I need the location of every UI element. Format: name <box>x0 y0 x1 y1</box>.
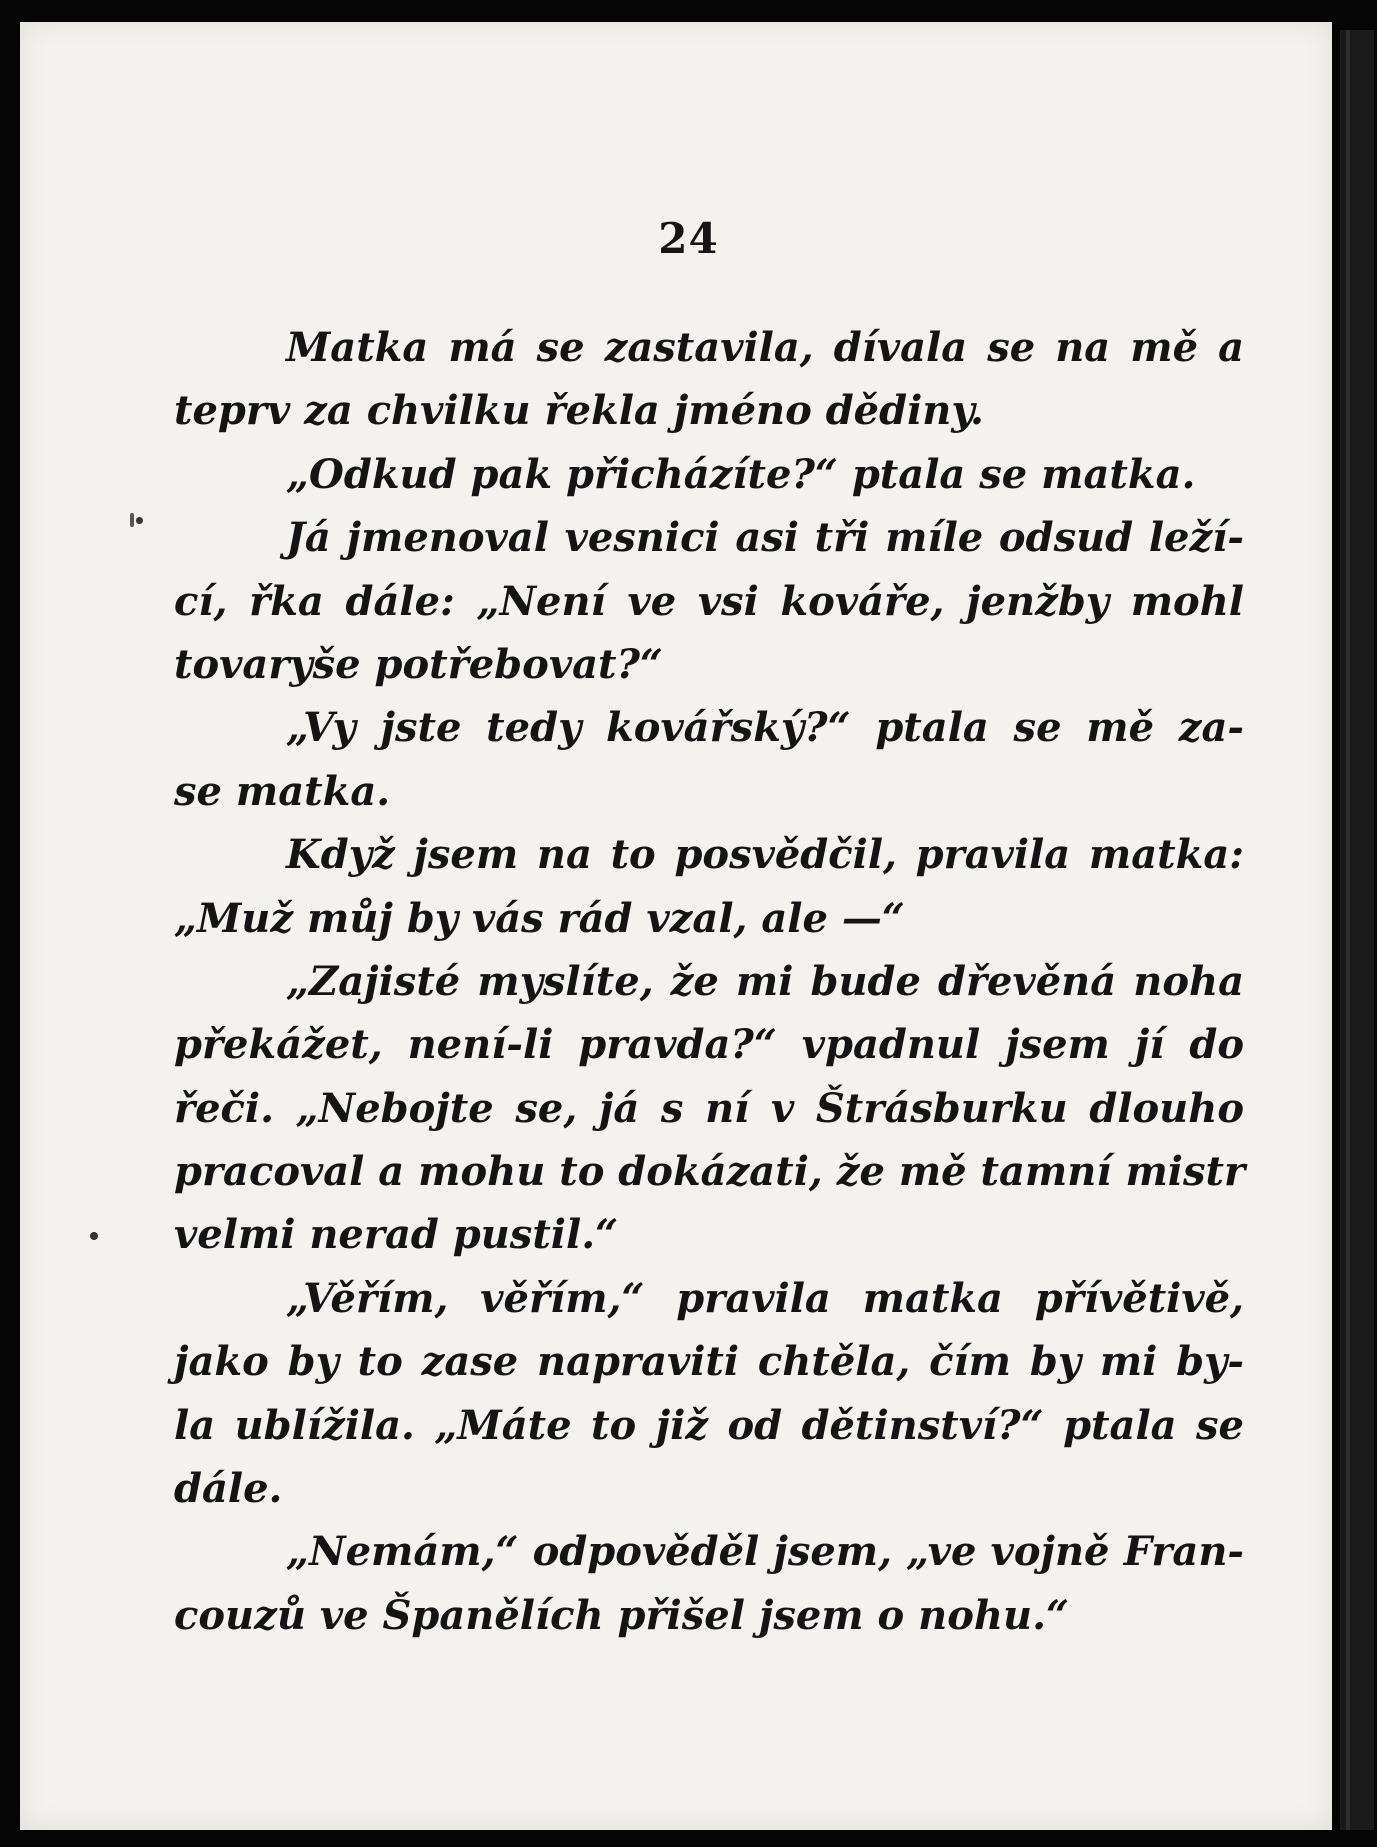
text-line: Já jmenoval vesnici asi tři míle odsud leží- <box>286 514 1244 562</box>
text-line: překážet, není-li pravda?“ vpadnul jsem jí do <box>174 1021 1244 1069</box>
text-line: „Věřím, věřím,“ pravila matka přívětivě, <box>286 1274 1244 1322</box>
text-line: pracoval a mohu to dokázati, že mě tamní mistr <box>174 1148 1246 1196</box>
text-line: se matka. <box>174 767 391 815</box>
text-line: dále. <box>174 1465 283 1513</box>
text-line: jako by to zase napraviti chtěla, čím by mi by- <box>174 1338 1244 1386</box>
text-line: „Zajisté myslíte, že mi bude dřevěná noha <box>286 957 1244 1005</box>
text-line: la ublížila. „Máte to již od dětinství?“ ptala se <box>174 1401 1244 1449</box>
text-line: „Odkud pak přicházíte?“ ptala se matka. <box>286 450 1196 498</box>
page-number: 24 <box>658 214 719 263</box>
text-line: cí, řka dále: „Není ve vsi kováře, jenžby mohl <box>174 577 1244 625</box>
text-line: „Nemám,“ odpověděl jsem, „ve vojně Fran- <box>286 1528 1244 1576</box>
adjacent-page-edge <box>1340 30 1374 1830</box>
ink-speck <box>136 517 143 524</box>
text-line: Když jsem na to posvědčil, pravila matka: <box>286 831 1244 879</box>
text-line: couzů ve Španělích přišel jsem o nohu.“ <box>174 1591 1069 1639</box>
ink-speck <box>90 1232 98 1240</box>
text-line: velmi nerad pustil.“ <box>174 1211 619 1259</box>
text-line: „Muž můj by vás rád vzal, ale —“ <box>174 894 905 942</box>
text-line: Matka má se zastavila, dívala se na mě a <box>286 324 1244 371</box>
ink-speck <box>130 513 134 527</box>
text-line: řeči. „Nebojte se, já s ní v Štrásburku dlouho <box>174 1084 1244 1132</box>
text-line: tovaryše potřebovat?“ <box>174 640 663 688</box>
text-line: „Vy jste tedy kovářský?“ ptala se mě za- <box>286 704 1244 752</box>
page-text <box>174 316 1244 1647</box>
text-line: teprv za chvilku řekla jméno dědiny. <box>174 387 984 435</box>
